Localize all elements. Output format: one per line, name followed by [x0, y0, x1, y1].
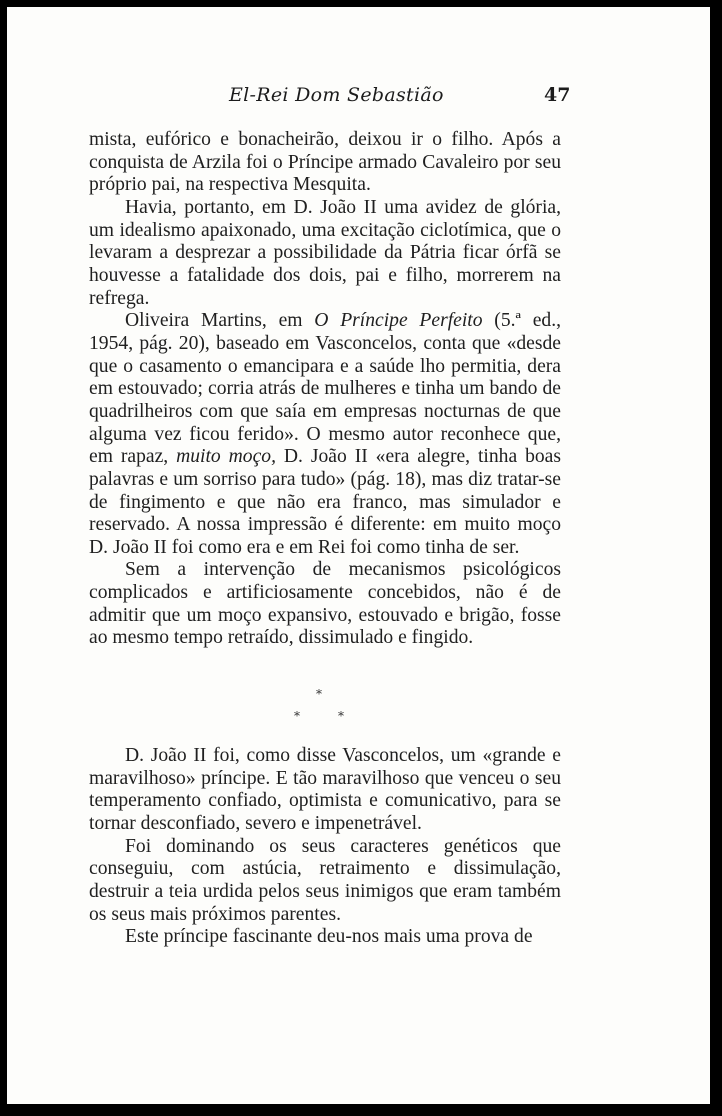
page-number: 47: [544, 84, 571, 106]
text-run: D. João II «era alegre, tinha boas palavras e um sorriso para tudo» (pág. 18), mas diz tratar-se de fingimento e que não era franco, mas simulador e reservado. A nossa impressão é diferente: em muito moço D. João II foi como era e em Rei foi como tinha de ser.: [89, 446, 561, 558]
asterisk-left: *: [294, 709, 300, 723]
page-header: [7, 84, 710, 114]
book-title-italic: O Príncipe Perfeito: [314, 310, 483, 332]
paragraph: Foi dominando os seus caracteres genéticos que conseguiu, com astúcia, retraimento e dissimulação, destruir a teia urdida pelos seus inimigos que eram também os seus mais próximos parentes.: [89, 835, 561, 925]
body-text-section-1: [89, 129, 561, 650]
paragraph: Havia, portanto, em D. João II uma avidez de glória, um idealismo apaixonado, uma excitação ciclotímica, que o levaram a desprezar a possibilidade da Pátria ficar órfã se houvesse a fatalidade dos dois, pai e filho, morrerem na refrega.: [89, 196, 561, 309]
paragraph-continued: mista, eufórico e bonacheirão, deixou ir o filho. Após a conquista de Arzila foi o Príncipe armado Cavaleiro por seu próprio pai, na respectiva Mesquita.: [89, 129, 561, 196]
paragraph: Este príncipe fascinante deu-nos mais uma prova de: [125, 926, 533, 948]
italic-phrase: muito moço,: [176, 446, 276, 468]
asterisk-top: *: [316, 687, 322, 701]
text-run: Oliveira Martins, em: [125, 310, 315, 332]
running-title: El-Rei Dom Sebastião: [229, 84, 444, 106]
paragraph-oliveira-martins: [89, 310, 561, 559]
section-break-asterism: [7, 687, 710, 731]
paragraph: Sem a intervenção de mecanismos psicológicos complicados e artificiosamente concebidos, não é de admitir que um moço expansivo, estouvado e brigão, fosse ao mesmo tempo retraído, dissimulado e fingido.: [89, 559, 561, 649]
book-page: [7, 7, 710, 1104]
asterisk-right: *: [338, 709, 344, 723]
body-text-section-2: [89, 745, 561, 949]
paragraph: D. João II foi, como disse Vasconcelos, um «grande e maravilhoso» príncipe. E tão maravilhoso que venceu o seu temperamento confiado, optimista e comunicativo, para se tornar desconfiado, severo e impenetrável.: [89, 745, 561, 834]
text-run: (5.ª ed., 1954, pág. 20), baseado em Vasconcelos, conta que «desde que o casamento o emancipara e a saúde lho permitia, dera em estouvado; corria atrás de mulheres e tinha um bando de quadrilheiros com que saía em empresas nocturnas de que alguma vez ficou ferido». O mesmo autor reconhece que, em rapaz,: [89, 310, 561, 468]
